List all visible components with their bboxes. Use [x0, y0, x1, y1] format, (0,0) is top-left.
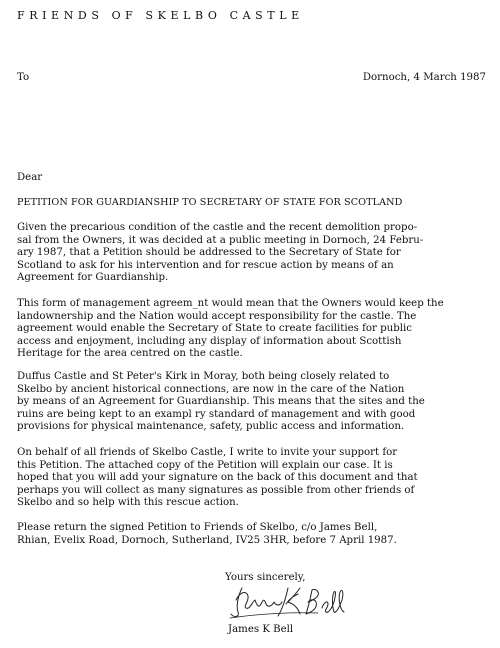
body-line: Skelbo and so help with this rescue action. — [17, 497, 239, 509]
to-label: To — [17, 72, 30, 83]
place-date: Dornoch, 4 March 1987 — [362, 72, 486, 83]
handwritten-signature — [228, 582, 348, 622]
paragraph-5 — [17, 522, 487, 547]
paragraph-1 — [17, 222, 487, 285]
body-line: On behalf of all friends of Skelbo Castle, I write to invite your support for — [17, 447, 398, 458]
letterhead: FRIENDS OF SKELBO CASTLE — [17, 9, 304, 22]
paragraph-3 — [17, 371, 487, 434]
body-line: Skelbo by ancient historical connections, are now in the care of the Nation — [17, 383, 405, 395]
body-line: Rhian, Evelix Road, Dornoch, Sutherland, IV25 3HR, before 7 April 1987. — [17, 534, 397, 546]
body-line: Given the precarious condition of the castle and the recent demolition propo- — [17, 222, 418, 233]
closing: Yours sincerely, — [225, 572, 306, 583]
body-line: provisions for physical maintenance, safety, public access and information. — [17, 421, 405, 433]
body-line: ruins are being kept to an exampl ry standard of management and with good — [17, 408, 416, 420]
salutation: Dear — [17, 172, 43, 183]
body-line: access and enjoyment, including any display of information about Scottish — [17, 335, 402, 347]
paragraph-4 — [17, 447, 487, 510]
paragraph-2 — [17, 298, 487, 361]
body-line: Heritage for the area centred on the castle. — [17, 348, 243, 360]
body-line: ary 1987, that a Petition should be addressed to the Secretary of State for — [17, 247, 401, 259]
signer-name: James K Bell — [228, 624, 294, 635]
body-line: landownership and the Nation would accept responsibility for the castle. The — [17, 310, 417, 322]
body-line: Duffus Castle and St Peter's Kirk in Moray, both being closely related to — [17, 371, 390, 382]
body-line: sal from the Owners, it was decided at a public meeting in Dornoch, 24 Febru- — [17, 234, 424, 246]
body-line: this Petition. The attached copy of the Petition will explain our case. It is — [17, 459, 393, 471]
subject-line: PETITION FOR GUARDIANSHIP TO SECRETARY OF STATE FOR SCOTLAND — [17, 197, 403, 208]
body-line: by means of an Agreement for Guardianship. This means that the sites and the — [17, 396, 425, 408]
body-line: This form of management agreem_nt would mean that the Owners would keep the — [17, 298, 444, 309]
body-line: agreement would enable the Secretary of State to create facilities for public — [17, 323, 412, 335]
body-line: perhaps you will collect as many signatures as possible from other friends of — [17, 484, 415, 496]
body-line: hoped that you will add your signature on the back of this document and that — [17, 472, 418, 484]
body-line: Agreement for Guardianship. — [17, 272, 169, 284]
body-line: Scotland to ask for his intervention and for rescue action by means of an — [17, 259, 394, 271]
body-line: Please return the signed Petition to Friends of Skelbo, c/o James Bell, — [17, 522, 378, 533]
